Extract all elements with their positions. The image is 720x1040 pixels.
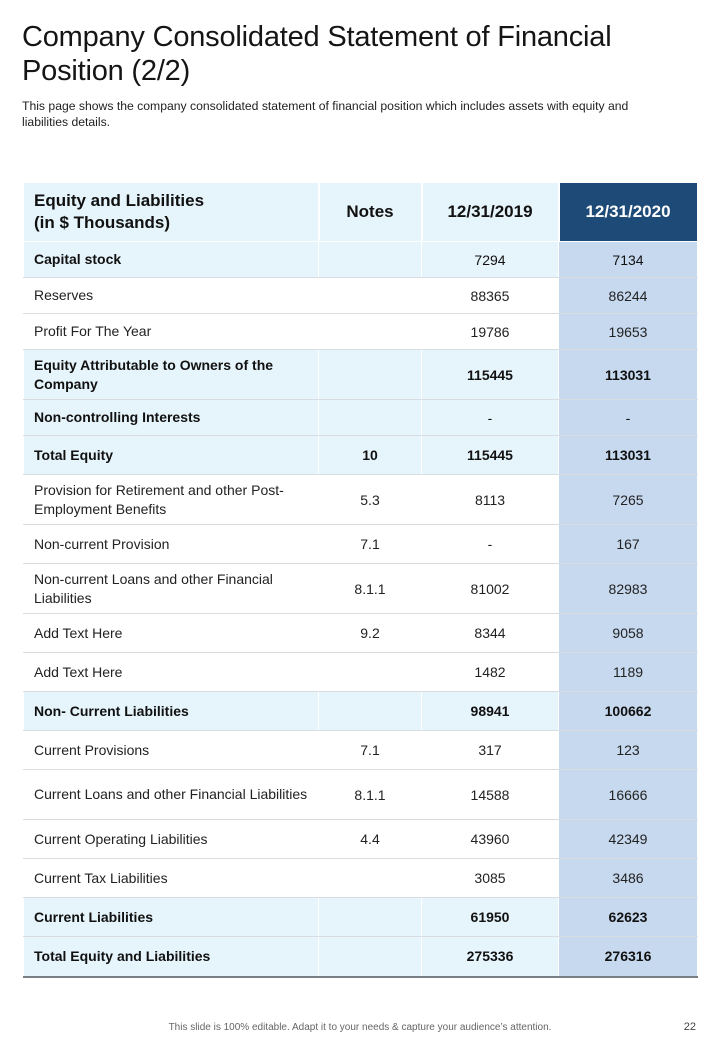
row-2019: 81002 (422, 564, 559, 614)
row-2020: 82983 (559, 564, 698, 614)
row-notes (319, 350, 422, 400)
footer-note: This slide is 100% editable. Adapt it to your needs & capture your audience’s attention. (168, 1022, 552, 1033)
row-2019: 3085 (422, 859, 559, 898)
row-notes (319, 898, 422, 937)
row-2020: 19653 (559, 314, 698, 350)
table-row (24, 898, 698, 937)
table-row (24, 475, 698, 525)
row-2020: - (559, 400, 698, 436)
header-notes: Notes (319, 183, 422, 242)
row-notes (319, 937, 422, 977)
table-row (24, 314, 698, 350)
row-label: Current Tax Liabilities (24, 859, 319, 898)
page-number: 22 (683, 1021, 696, 1033)
row-2020: 42349 (559, 820, 698, 859)
table-header-row (24, 183, 698, 242)
table-row (24, 937, 698, 977)
header-label-line2: (in $ Thousands) (34, 213, 170, 232)
table-row (24, 653, 698, 692)
row-2019: 14588 (422, 770, 559, 820)
row-2020: 123 (559, 731, 698, 770)
table-row (24, 859, 698, 898)
row-notes (319, 653, 422, 692)
row-2019: - (422, 525, 559, 564)
table-row (24, 692, 698, 731)
row-notes (319, 278, 422, 314)
table-row (24, 525, 698, 564)
row-notes: 8.1.1 (319, 770, 422, 820)
row-notes: 7.1 (319, 525, 422, 564)
header-label-line1: Equity and Liabilities (34, 191, 205, 210)
row-label: Reserves (24, 278, 319, 314)
row-notes: 9.2 (319, 614, 422, 653)
row-notes (319, 242, 422, 278)
row-2020: 1189 (559, 653, 698, 692)
row-notes (319, 314, 422, 350)
row-2020: 276316 (559, 937, 698, 977)
page-subtitle: This page shows the company consolidated statement of financial position which includes assets with equity and liabilities details. (22, 99, 629, 129)
row-2020: 3486 (559, 859, 698, 898)
header-2019: 12/31/2019 (422, 183, 559, 242)
row-label: Add Text Here (24, 653, 319, 692)
table-row (24, 770, 698, 820)
table-row (24, 278, 698, 314)
row-2020: 100662 (559, 692, 698, 731)
row-2019: 1482 (422, 653, 559, 692)
row-2019: 61950 (422, 898, 559, 937)
table-row (24, 731, 698, 770)
row-notes (319, 692, 422, 731)
row-notes: 4.4 (319, 820, 422, 859)
row-2019: 98941 (422, 692, 559, 731)
row-2020: 167 (559, 525, 698, 564)
table-row (24, 242, 698, 278)
row-2020: 7265 (559, 475, 698, 525)
row-label: Profit For The Year (24, 314, 319, 350)
row-2019: - (422, 400, 559, 436)
page-title: Company Consolidated Statement of Financial Position (2/2) (22, 21, 612, 87)
row-2020: 16666 (559, 770, 698, 820)
table-row (24, 350, 698, 400)
row-2020: 62623 (559, 898, 698, 937)
table-row (24, 614, 698, 653)
table-row (24, 400, 698, 436)
row-2020: 9058 (559, 614, 698, 653)
row-label: Current Provisions (24, 731, 319, 770)
row-label: Current Loans and other Financial Liabilities (24, 770, 319, 820)
row-2020: 113031 (559, 350, 698, 400)
row-notes (319, 859, 422, 898)
row-label: Provision for Retirement and other Post-Employment Benefits (24, 475, 319, 525)
row-2019: 115445 (422, 350, 559, 400)
row-label: Current Operating Liabilities (24, 820, 319, 859)
row-label: Non-current Loans and other Financial Liabilities (24, 564, 319, 614)
row-2019: 317 (422, 731, 559, 770)
row-label: Total Equity (24, 436, 319, 475)
row-2019: 115445 (422, 436, 559, 475)
table-row (24, 564, 698, 614)
row-notes: 7.1 (319, 731, 422, 770)
row-2019: 19786 (422, 314, 559, 350)
row-notes: 8.1.1 (319, 564, 422, 614)
row-2019: 275336 (422, 937, 559, 977)
header-2020: 12/31/2020 (559, 183, 698, 242)
financial-position-table (23, 182, 699, 978)
row-label: Non-controlling Interests (24, 400, 319, 436)
row-2020: 113031 (559, 436, 698, 475)
row-2019: 7294 (422, 242, 559, 278)
row-notes: 10 (319, 436, 422, 475)
row-2019: 8113 (422, 475, 559, 525)
row-2019: 8344 (422, 614, 559, 653)
row-label: Current Liabilities (24, 898, 319, 937)
row-label: Non- Current Liabilities (24, 692, 319, 731)
row-2019: 88365 (422, 278, 559, 314)
row-label: Add Text Here (24, 614, 319, 653)
row-label: Total Equity and Liabilities (24, 937, 319, 977)
row-label: Non-current Provision (24, 525, 319, 564)
header-label (24, 183, 319, 242)
row-2020: 86244 (559, 278, 698, 314)
row-notes (319, 400, 422, 436)
row-notes: 5.3 (319, 475, 422, 525)
row-2020: 7134 (559, 242, 698, 278)
table-row (24, 436, 698, 475)
table-row (24, 820, 698, 859)
row-2019: 43960 (422, 820, 559, 859)
row-label: Capital stock (24, 242, 319, 278)
row-label: Equity Attributable to Owners of the Company (24, 350, 319, 400)
